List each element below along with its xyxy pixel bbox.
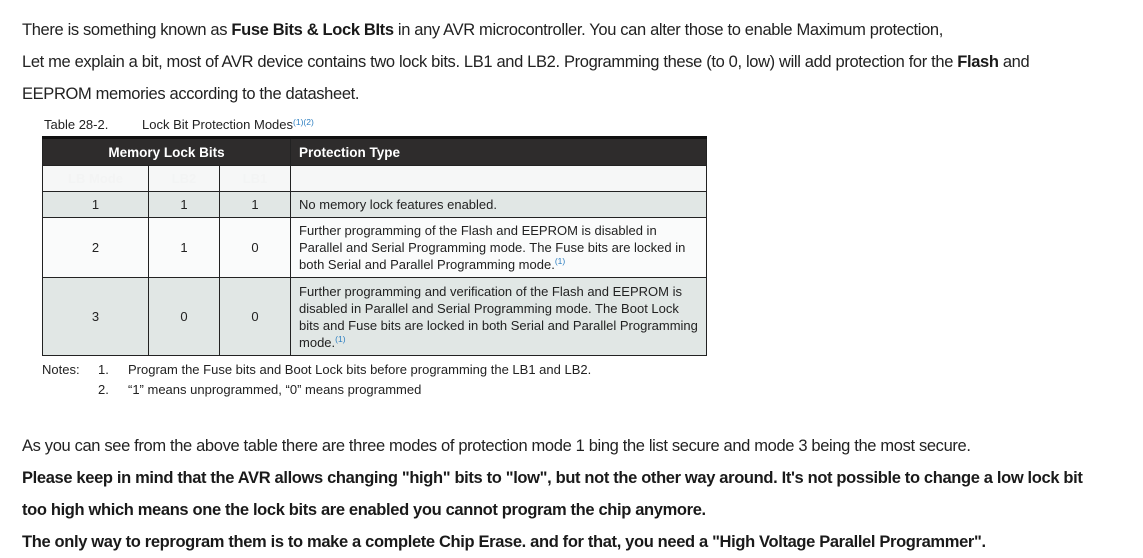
cell-lb1: 0 xyxy=(220,218,291,278)
outro-warning-line-2: too high which means one the lock bits are enabled you cannot program the chip anymore. xyxy=(22,501,706,519)
footnote-ref[interactable]: (1) xyxy=(335,333,346,344)
flash-emphasis: Flash xyxy=(957,53,999,71)
table-notes xyxy=(42,360,706,400)
cell-lb2: 1 xyxy=(149,192,220,218)
cell-mode: 1 xyxy=(43,192,149,218)
fuse-lock-bits-emphasis: Fuse Bits & Lock BIts xyxy=(231,21,394,39)
caption-footnote-ref[interactable]: (1)(2) xyxy=(293,117,314,127)
outro-paragraph xyxy=(22,430,1083,558)
table-number: Table 28-2. xyxy=(44,117,109,132)
header-protection-type: Protection Type xyxy=(291,138,707,166)
cell-lb2: 0 xyxy=(149,278,220,356)
cell-lb1: 1 xyxy=(220,192,291,218)
subheader-lb2: LB2 xyxy=(149,166,220,192)
lock-bit-table-figure xyxy=(42,115,706,400)
cell-description: No memory lock features enabled. xyxy=(291,192,707,218)
intro-line-1: There is something known as Fuse Bits & Lock BIts in any AVR microcontroller. You can alter those to enable Maximum protection, xyxy=(22,21,943,39)
subheader-empty xyxy=(291,166,707,192)
table-title: Lock Bit Protection Modes xyxy=(142,117,294,132)
cell-description: Further programming of the Flash and EEPROM is disabled in Parallel and Serial Programming mode. The Fuse bits are locked in both Serial and Parallel Programming mode.$^{(1)}$ xyxy=(291,218,707,278)
subheader-lb1: LB1 xyxy=(220,166,291,192)
footnote-ref[interactable]: (1) xyxy=(554,256,566,266)
outro-warning-line-3: The only way to reprogram them is to make a complete Chip Erase. and for that, you need a "High Voltage Parallel Programmer". xyxy=(22,533,986,551)
table-row xyxy=(43,218,707,278)
cell-description: Further programming and verification of the Flash and EEPROM is disabled in Parallel and Serial Programming mode. The Boot Lock bits and Fuse bits are locked in both Serial and Parallel Programming mode.$^{(1)}$ xyxy=(291,278,707,356)
note-2: 2. “1” means unprogrammed, “0” means programmed xyxy=(98,382,422,397)
table-caption xyxy=(42,115,706,135)
cell-mode: 3 xyxy=(43,278,149,356)
intro-line-2: Let me explain a bit, most of AVR device contains two lock bits. LB1 and LB2. Programming these (to 0, low) will add protection for the Flash and xyxy=(22,53,1030,71)
cell-lb2: 1 xyxy=(149,218,220,278)
lock-bit-protection-table xyxy=(42,136,707,356)
note-1: Notes: 1. Program the Fuse bits and Boot Lock bits before programming the LB1 and LB2. xyxy=(42,360,706,380)
table-header-row xyxy=(43,138,707,166)
outro-line-1: As you can see from the above table there are three modes of protection mode 1 bing the list secure and mode 3 being the most secure. xyxy=(22,437,971,455)
table-row xyxy=(43,192,707,218)
cell-mode: 2 xyxy=(43,218,149,278)
cell-lb1: 0 xyxy=(220,278,291,356)
intro-paragraph xyxy=(22,14,1029,110)
notes-label: Notes: xyxy=(42,362,80,377)
intro-line-3: EEPROM memories according to the datasheet. xyxy=(22,85,360,103)
subheader-lb-mode: LB Mode xyxy=(43,166,149,192)
table-row xyxy=(43,278,707,356)
outro-warning-line-1: Please keep in mind that the AVR allows changing "high" bits to "low", but not the other way around. It's not possible to change a low lock bit xyxy=(22,469,1083,487)
table-subheader-row xyxy=(43,166,707,192)
header-memory-lock-bits: Memory Lock Bits xyxy=(43,138,291,166)
